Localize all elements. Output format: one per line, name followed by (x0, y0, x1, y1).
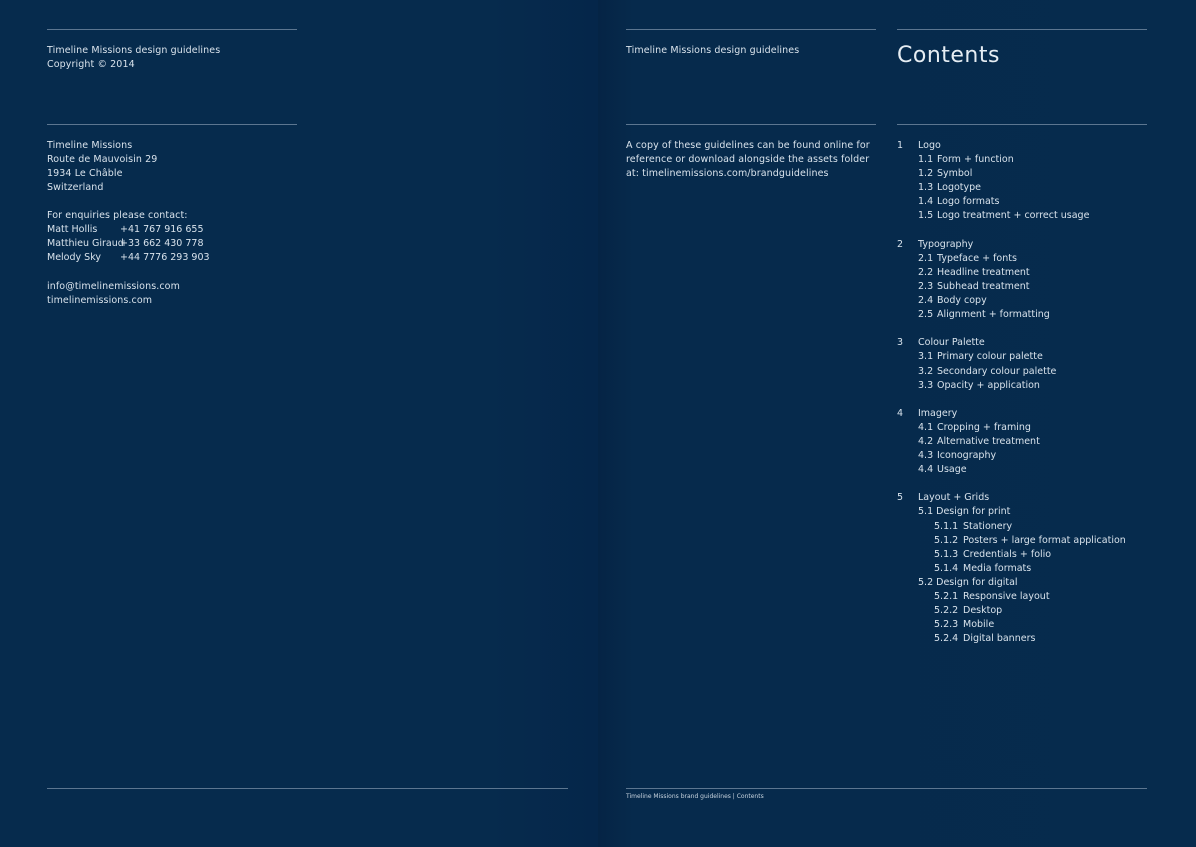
contact-row (47, 251, 210, 265)
toc-item[interactable] (897, 167, 1126, 181)
contents-heading: Contents (897, 43, 1000, 68)
toc-item-number: 1.2 (918, 168, 934, 180)
toc-section (897, 336, 1126, 392)
toc-item[interactable] (897, 280, 1126, 294)
toc-item[interactable] (897, 350, 1126, 364)
toc-section-title: Typography (918, 238, 974, 250)
toc-section-number: 4 (897, 407, 904, 419)
toc-item-title: Media formats (963, 562, 1032, 574)
toc-item[interactable] (897, 153, 1126, 167)
toc-item-number: 2.2 (918, 266, 934, 278)
toc-item-number: 2.4 (918, 295, 934, 307)
toc-subsection-title: 5.1 Design for print (918, 506, 1011, 518)
address-line: 1934 Le Châble (47, 168, 123, 179)
toc-section-number: 2 (897, 238, 904, 250)
address-line: Route de Mauvoisin 29 (47, 154, 158, 165)
contact-row (47, 223, 210, 237)
contact-name: Matt Hollis (47, 224, 98, 235)
toc-item[interactable] (897, 252, 1126, 266)
toc-item-title: Digital banners (963, 633, 1036, 645)
toc-item-number: 5.1.4 (934, 562, 959, 574)
toc-item-number: 4.1 (918, 421, 934, 433)
toc-item[interactable] (897, 548, 1126, 562)
toc-item-number: 4.4 (918, 464, 934, 476)
toc-item-number: 3.1 (918, 351, 934, 363)
toc-item-number: 2.1 (918, 252, 934, 264)
toc-section-title: Colour Palette (918, 337, 985, 349)
toc-item-number: 3.3 (918, 379, 934, 391)
toc-subsection-title: 5.2 Design for digital (918, 576, 1018, 588)
right-header-title: Timeline Missions design guidelines (626, 45, 800, 56)
toc-item-number: 5.1.2 (934, 534, 959, 546)
toc-section-row[interactable] (897, 336, 1126, 350)
toc-item-title: Alignment + formatting (937, 309, 1050, 321)
mid-rule-left (47, 124, 297, 125)
contact-name: Melody Sky (47, 252, 101, 264)
toc-item[interactable] (897, 449, 1126, 463)
page-footer: Timeline Missions brand guidelines | Contents (626, 793, 764, 800)
mid-rule-right-a (626, 124, 876, 125)
address-line: Timeline Missions (47, 140, 133, 151)
contact-row (47, 237, 210, 251)
table-of-contents (897, 139, 1126, 660)
toc-section-number: 3 (897, 337, 904, 349)
toc-item-title: Alternative treatment (937, 435, 1040, 447)
toc-item-number: 4.2 (918, 435, 934, 447)
address-line: Switzerland (47, 182, 104, 193)
toc-item[interactable] (897, 590, 1126, 604)
bottom-rule-right (626, 788, 1147, 789)
toc-item-number: 1.3 (918, 182, 934, 194)
toc-item-number: 2.5 (918, 309, 934, 321)
toc-item-title: Symbol (937, 168, 973, 180)
toc-item[interactable] (897, 209, 1126, 223)
toc-item-title: Logo treatment + correct usage (937, 210, 1090, 222)
toc-item-number: 4.3 (918, 450, 934, 462)
toc-item-number: 1.5 (918, 210, 934, 222)
toc-item-title: Stationery (963, 520, 1013, 532)
toc-item-number: 5.2.2 (934, 605, 959, 617)
toc-item[interactable] (897, 181, 1126, 195)
toc-item[interactable] (897, 435, 1126, 449)
toc-section-title: Logo (918, 140, 941, 151)
toc-item-title: Posters + large format application (963, 534, 1126, 546)
contact-list (47, 223, 210, 265)
toc-item-title: Headline treatment (937, 266, 1030, 278)
toc-item-title: Primary colour palette (937, 351, 1043, 363)
toc-item[interactable] (897, 365, 1126, 379)
toc-item-number: 5.1.1 (934, 520, 959, 532)
toc-item-title: Credentials + folio (963, 548, 1052, 560)
toc-item-title: Iconography (937, 450, 997, 462)
toc-item-number: 2.3 (918, 280, 934, 292)
toc-item[interactable] (897, 294, 1126, 308)
intro-line: A copy of these guidelines can be found online for (626, 140, 870, 151)
toc-item[interactable] (897, 632, 1126, 646)
toc-item-number: 5.2.3 (934, 619, 959, 631)
toc-item-title: Logotype (937, 182, 982, 194)
toc-item-title: Responsive layout (963, 591, 1050, 602)
contact-website: timelinemissions.com (47, 295, 153, 306)
contact-name: Matthieu Giraud (47, 238, 124, 250)
toc-item-number: 1.4 (918, 196, 934, 208)
toc-item[interactable] (897, 266, 1126, 280)
toc-item-title: Secondary colour palette (937, 365, 1057, 377)
toc-subsection-row[interactable] (897, 576, 1126, 590)
toc-item-title: Logo formats (937, 196, 1000, 208)
toc-item[interactable] (897, 379, 1126, 393)
toc-item[interactable] (897, 562, 1126, 576)
toc-subsection-row[interactable] (897, 505, 1126, 519)
toc-item-title: Body copy (937, 295, 987, 307)
toc-section-row[interactable] (897, 238, 1126, 252)
toc-item-number: 5.2.1 (934, 591, 959, 602)
toc-item-number: 5.2.4 (934, 633, 959, 645)
toc-item-title: Cropping + framing (937, 421, 1031, 433)
toc-item[interactable] (897, 534, 1126, 548)
copyright: Copyright © 2014 (47, 59, 135, 70)
toc-item[interactable] (897, 308, 1126, 322)
toc-item[interactable] (897, 195, 1126, 209)
toc-item[interactable] (897, 520, 1126, 534)
contact-phone: +41 767 916 655 (120, 224, 204, 235)
toc-item-title: Usage (937, 464, 967, 476)
toc-item-number: 5.1.3 (934, 548, 959, 560)
top-rule-left (47, 29, 297, 30)
toc-item[interactable] (897, 463, 1126, 477)
toc-section-title: Layout + Grids (918, 492, 990, 504)
intro-line: at: timelinemissions.com/brandguidelines (626, 168, 829, 179)
toc-item-number: 3.2 (918, 365, 934, 377)
top-rule-right-b (897, 29, 1147, 30)
toc-section (897, 407, 1126, 477)
left-header-title: Timeline Missions design guidelines (47, 45, 221, 56)
toc-item-title: Subhead treatment (937, 280, 1030, 292)
intro-line: reference or download alongside the assets folder (626, 154, 870, 165)
enquiries-label: For enquiries please contact: (47, 210, 188, 221)
toc-item-title: Opacity + application (937, 379, 1040, 391)
toc-item[interactable] (897, 604, 1126, 618)
toc-item-title: Desktop (963, 605, 1003, 617)
toc-section-row[interactable] (897, 407, 1126, 421)
toc-item-title: Mobile (963, 619, 995, 631)
mid-rule-right-b (897, 124, 1147, 125)
toc-section-number: 5 (897, 492, 904, 504)
contact-phone: +33 662 430 778 (120, 238, 204, 250)
toc-section-number: 1 (897, 140, 904, 151)
toc-section (897, 139, 1126, 224)
toc-item-title: Typeface + fonts (937, 252, 1017, 264)
toc-item-number: 1.1 (918, 154, 934, 166)
contact-email: info@timelinemissions.com (47, 281, 180, 292)
top-rule-right-a (626, 29, 876, 30)
toc-item-title: Form + function (937, 154, 1014, 166)
toc-section-title: Imagery (918, 407, 958, 419)
toc-section (897, 238, 1126, 323)
toc-section-row[interactable] (897, 491, 1126, 505)
bottom-rule-left (47, 788, 568, 789)
toc-section-row[interactable] (897, 139, 1126, 153)
contact-phone: +44 7776 293 903 (120, 252, 210, 264)
toc-item[interactable] (897, 421, 1126, 435)
toc-item[interactable] (897, 618, 1126, 632)
toc-section (897, 491, 1126, 646)
